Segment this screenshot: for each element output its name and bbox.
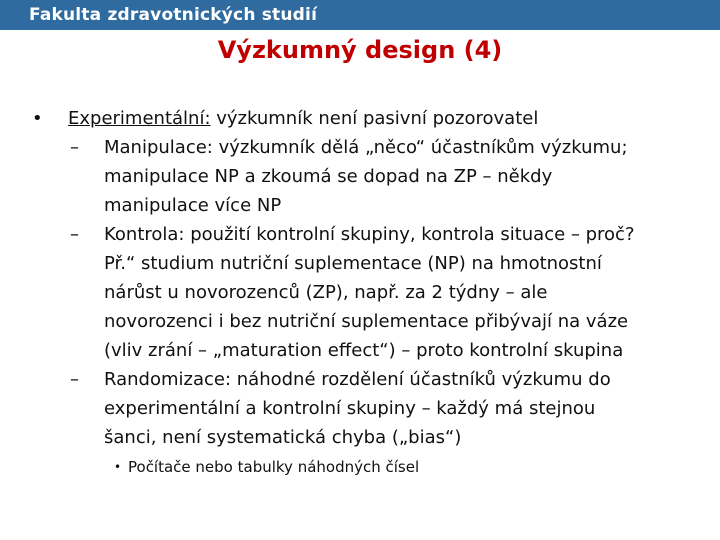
organization-name: Fakulta zdravotnických studií: [29, 5, 318, 25]
subitem-line: manipulace více NP: [104, 195, 282, 216]
subitem-line: Randomizace: náhodné rozdělení účastníků výzkumu do: [104, 369, 611, 390]
subitem-line: (vliv zrání – „maturation effect“) – proto kontrolní skupina: [104, 340, 624, 361]
bullet-dot-icon: •: [32, 108, 43, 129]
dash-icon: –: [70, 224, 79, 245]
subitem-line: Př.“ studium nutriční suplementace (NP) na hmotnostní: [104, 253, 602, 274]
dash-icon: –: [70, 137, 79, 158]
bullet-dot-icon: •: [114, 460, 122, 474]
slide-content: [32, 104, 702, 478]
subitem-line: šanci, není systematická chyba („bias“): [104, 427, 462, 448]
header-bar: [0, 0, 720, 30]
bullet-term: Experimentální:: [68, 108, 211, 129]
bullet-experimental: [32, 104, 702, 133]
subitem-line: Kontrola: použití kontrolní skupiny, kontrola situace – proč?: [104, 224, 635, 245]
bullet-text: výzkumník není pasivní pozorovatel: [210, 108, 539, 129]
subitem-manipulation: [32, 133, 702, 220]
subitem-line: Manipulace: výzkumník dělá „něco“ účastníkům výzkumu;: [104, 137, 628, 158]
subitem-line: novorozenci i bez nutriční suplementace přibývají na váze: [104, 311, 629, 332]
dash-icon: –: [70, 369, 79, 390]
subitem-line: experimentální a kontrolní skupiny – každý má stejnou: [104, 398, 596, 419]
subitem-randomization: [32, 365, 702, 452]
subsubitem-text: Počítače nebo tabulky náhodných čísel: [128, 458, 420, 476]
slide-title: Výzkumný design (4): [217, 36, 503, 64]
subitem-line: nárůst u novorozenců (ZP), např. za 2 týdny – ale: [104, 282, 548, 303]
subitem-control: [32, 220, 702, 365]
subsubitem-random-tables: [32, 456, 702, 478]
subitem-line: manipulace NP a zkoumá se dopad na ZP – někdy: [104, 166, 553, 187]
